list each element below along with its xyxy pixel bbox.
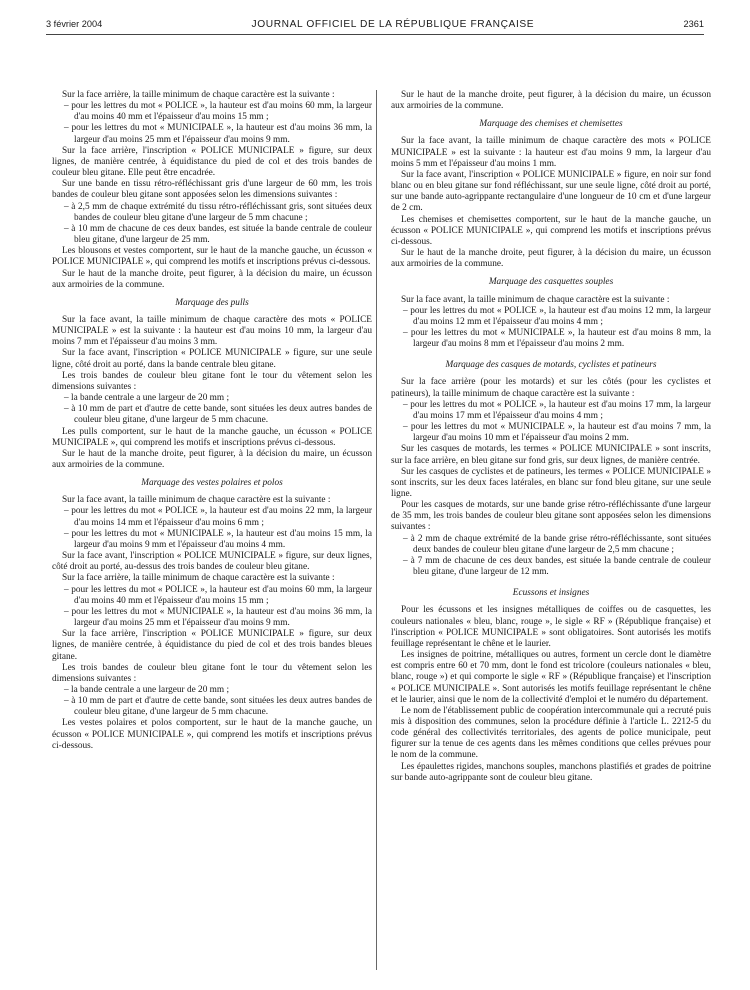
section-heading: Ecussons et insignes bbox=[512, 588, 590, 599]
left-column bbox=[52, 90, 372, 752]
column-divider bbox=[376, 90, 377, 970]
list-item: – pour les lettres du mot « POLICE », la hauteur est d'au moins 12 mm, la largeur d'au moins 12 mm et l'épaisseur d'au moins 4 mm ; bbox=[403, 306, 711, 328]
paragraph: Le nom de l'établissement public de coopération intercommunale qui a recruté puis mis à disposition des communes, selon la procédure définie à l'article L. 2212-5 du code général des collectivités territoriales, des agents de police municipale, peut figurer sur la tenue de ces agents dans les mêmes conditions que celles prévues pour le nom de la commune. bbox=[391, 705, 711, 761]
bullet-list bbox=[52, 101, 372, 146]
list-item: – pour les lettres du mot « MUNICIPALE », la hauteur est d'au moins 36 mm, la largeur d'au moins 25 mm et l'épaisseur d'au moins 9 mm. bbox=[64, 607, 372, 629]
list-item: – à 10 mm de part et d'autre de cette bande, sont situées les deux autres bandes de couleur bleu gitane, d'une largeur de 5 mm chacune. bbox=[64, 696, 372, 718]
list-item: – pour les lettres du mot « MUNICIPALE », la hauteur est d'au moins 36 mm, la largeur d'au moins 25 mm et l'épaisseur d'au moins 9 mm. bbox=[64, 123, 372, 145]
bullet-list bbox=[52, 202, 372, 247]
list-item: – à 2 mm de chaque extrémité de la bande grise rétro-réfléchissante, sont situées deux bandes de couleur bleu gitane d'une largeur de 2,5 mm chacune ; bbox=[403, 534, 711, 556]
paragraph: Les insignes de poitrine, métalliques ou autres, forment un cercle dont le diamètre est compris entre 60 et 70 mm, dont le fond est tricolore (couleurs nationales « bleu, blanc, rouge ») et qui comporte le sigle « RF » (République française) et l'inscription « POLICE MUNICIPALE ». Sont autorisés les motifs feuillage représentant le chêne et le laurier, ainsi que le nom de la collectivité d'emploi et le numéro du département. bbox=[391, 650, 711, 705]
list-item: – pour les lettres du mot « POLICE », la hauteur est d'au moins 22 mm, la largeur d'au moins 14 mm et l'épaisseur d'au moins 6 mm ; bbox=[64, 506, 372, 528]
section-heading: Marquage des vestes polaires et polos bbox=[141, 478, 283, 489]
paragraph: Sur la face arrière (pour les motards) et sur les côtés (pour les cyclistes et patineurs), la taille minimum de chaque caractère est la suivante : bbox=[391, 377, 711, 399]
list-item: – à 2,5 mm de chaque extrémité du tissu rétro-réfléchissant gris, sont situées deux bandes de couleur bleu gitane d'une largeur de 5 mm chacune ; bbox=[64, 202, 372, 224]
paragraph: Sur les casques de cyclistes et de patineurs, les termes « POLICE MUNICIPALE » sont inscrits, sur les deux faces latérales, en blanc sur fond bleu gitane, sur une seule ligne. bbox=[391, 466, 711, 499]
paragraph: Pour les écussons et les insignes métalliques de coiffes ou de casquettes, les couleurs nationales « bleu, blanc, rouge », le sigle « RF » (République française) et l'inscription « POLICE MUNICIPALE » sont obligatoires. Sont autorisés les motifs feuillage représentant le chêne et le laurier. bbox=[391, 605, 711, 649]
bullet-list bbox=[391, 400, 711, 445]
bullet-list bbox=[52, 685, 372, 718]
paragraph: Pour les casques de motards, sur une bande grise rétro-réfléchissante d'une largeur de 35 mm, les trois bandes de couleur bleu gitane sont apposées selon les dimensions suivantes : bbox=[391, 500, 711, 533]
section-heading: Marquage des casquettes souples bbox=[488, 277, 614, 288]
issue-date: 3 février 2004 bbox=[46, 19, 103, 29]
list-item: – la bande centrale a une largeur de 20 mm ; bbox=[64, 685, 372, 696]
bullet-list bbox=[391, 534, 711, 579]
paragraph: Sur le haut de la manche droite, peut figurer, à la décision du maire, un écusson aux armoiries de la commune. bbox=[391, 90, 711, 112]
paragraph: Sur la face arrière, la taille minimum de chaque caractère est la suivante : bbox=[62, 90, 335, 100]
page-number: 2361 bbox=[683, 19, 704, 29]
paragraph: Sur la face avant, l'inscription « POLICE MUNICIPALE » figure, en noir sur fond blanc ou en bleu gitane sur fond réfléchissant, sur une seule ligne, côté droit au porté, sur une bande auto-agrippante rectangulaire d'une longueur de 10 cm et d'une largeur de 2 cm. bbox=[391, 169, 711, 214]
paragraph: Les épaulettes rigides, manchons souples, manchons plastifiés et grades de poitrine sur bande auto-agrippante sont de couleur bleu gitane. bbox=[391, 761, 711, 783]
paragraph: Sur la face avant, la taille minimum de chaque caractère est la suivante : bbox=[62, 495, 331, 506]
paragraph: Sur la face avant, la taille minimum de chaque caractère est la suivante : bbox=[401, 294, 670, 305]
list-item: – à 10 mm de part et d'autre de cette bande, sont situées les deux autres bandes de couleur bleu gitane, d'une largeur de 5 mm chacune. bbox=[64, 404, 372, 426]
paragraph: Les vestes polaires et polos comportent, sur le haut de la manche gauche, un écusson « POLICE MUNICIPALE », qui comprend les motifs et inscriptions prévus ci-dessous. bbox=[52, 718, 372, 751]
list-item: – pour les lettres du mot « POLICE », la hauteur est d'au moins 60 mm, la largeur d'au moins 40 mm et l'épaisseur d'au moins 15 mm ; bbox=[64, 585, 372, 607]
paragraph: Les trois bandes de couleur bleu gitane font le tour du vêtement selon les dimensions suivantes : bbox=[52, 370, 372, 392]
paragraph: Sur la face arrière, la taille minimum de chaque caractère est la suivante : bbox=[62, 573, 335, 584]
paragraph: Sur la face avant, la taille minimum de chaque caractère des mots « POLICE MUNICIPALE » est la suivante : la hauteur est d'au moins 10 mm, la largeur d'au moins 7 mm et l'épaisseur d'au moins 3 mm. bbox=[52, 314, 372, 348]
paragraph: Les pulls comportent, sur le haut de la manche gauche, un écusson « POLICE MUNICIPALE », qui comprend les motifs et inscriptions prévus ci-dessous. bbox=[52, 426, 372, 448]
list-item: – à 10 mm de chacune de ces deux bandes, est située la bande centrale de couleur bleu gitane, d'une largeur de 25 mm. bbox=[64, 224, 372, 246]
right-column bbox=[391, 90, 711, 784]
journal-title: JOURNAL OFFICIEL DE LA RÉPUBLIQUE FRANÇAISE bbox=[251, 18, 535, 30]
list-item: – la bande centrale a une largeur de 20 mm ; bbox=[64, 393, 372, 404]
paragraph: Sur le haut de la manche droite, peut figurer, à la décision du maire, un écusson aux armoiries de la commune. bbox=[52, 268, 372, 290]
paragraph: Sur le haut de la manche droite, peut figurer, à la décision du maire, un écusson aux armoiries de la commune. bbox=[52, 448, 372, 470]
list-item: – pour les lettres du mot « MUNICIPALE », la hauteur est d'au moins 8 mm, la largeur d'au moins 8 mm et l'épaisseur d'au moins 2 mm. bbox=[403, 328, 711, 350]
bullet-list bbox=[52, 585, 372, 630]
list-item: – pour les lettres du mot « POLICE », la hauteur est d'au moins 17 mm, la largeur d'au moins 17 mm et l'épaisseur d'au moins 4 mm ; bbox=[403, 400, 711, 422]
paragraph: Les blousons et vestes comportent, sur le haut de la manche gauche, un écusson « POLICE MUNICIPALE », qui comprend les motifs et inscriptions prévus ci-dessous. bbox=[52, 246, 372, 268]
section-heading: Marquage des casques de motards, cyclistes et patineurs bbox=[445, 360, 657, 371]
list-item: – pour les lettres du mot « POLICE », la hauteur est d'au moins 60 mm, la largeur d'au moins 40 mm et l'épaisseur d'au moins 15 mm ; bbox=[64, 101, 372, 123]
bullet-list bbox=[391, 306, 711, 351]
list-item: – pour les lettres du mot « MUNICIPALE », la hauteur est d'au moins 15 mm, la largeur d'au moins 9 mm et l'épaisseur d'au moins 4 mm. bbox=[64, 529, 372, 551]
section-heading: Marquage des pulls bbox=[175, 297, 249, 308]
paragraph: Les chemises et chemisettes comportent, sur le haut de la manche gauche, un écusson « POLICE MUNICIPALE », qui comprend les motifs et inscriptions prévus ci-dessous. bbox=[391, 214, 711, 247]
paragraph: Sur la face avant, la taille minimum de chaque caractère des mots « POLICE MUNICIPALE » est la suivante : la hauteur est d'au moins 9 mm, la largeur d'au moins 5 mm et l'épaisseur d'au moins 1 mm. bbox=[391, 136, 711, 169]
section-heading: Marquage des chemises et chemisettes bbox=[479, 119, 623, 130]
bullet-list bbox=[52, 506, 372, 551]
list-item: – à 7 mm de chacune de ces deux bandes, est située la bande centrale de couleur bleu gitane, d'une largeur de 12 mm. bbox=[403, 556, 711, 578]
paragraph: Sur les casques de motards, les termes « POLICE MUNICIPALE » sont inscrits, sur la face arrière, en bleu gitane sur fond gris, sur deux lignes, de manière centrée. bbox=[391, 444, 711, 466]
paragraph: Les trois bandes de couleur bleu gitane font le tour du vêtement selon les dimensions suivantes : bbox=[52, 662, 372, 684]
paragraph: Sur la face arrière, l'inscription « POLICE MUNICIPALE » figure, sur deux lignes, de manière centrée, à équidistance du pied de col et des trois bandes bleues gitane. bbox=[52, 629, 372, 662]
paragraph: Sur une bande en tissu rétro-réfléchissant gris d'une largeur de 60 mm, les trois bandes de couleur bleu gitane sont apposées selon les dimensions suivantes : bbox=[52, 179, 372, 201]
bullet-list bbox=[52, 393, 372, 426]
paragraph: Sur la face avant, l'inscription « POLICE MUNICIPALE » figure, sur deux lignes, côté droit au porté, au-dessus des trois bandes de couleur bleu gitane. bbox=[52, 551, 372, 573]
paragraph: Sur la face arrière, l'inscription « POLICE MUNICIPALE » figure, sur deux lignes, de manière centrée, à équidistance du pied de col et des trois bandes de couleur bleu gitane. Elle peut être encadrée. bbox=[52, 145, 372, 179]
page-header bbox=[46, 14, 704, 35]
list-item: – pour les lettres du mot « MUNICIPALE », la hauteur est d'au moins 7 mm, la largeur d'au moins 10 mm et l'épaisseur d'au moins 2 mm. bbox=[403, 422, 711, 444]
paragraph: Sur la face avant, l'inscription « POLICE MUNICIPALE » figure, sur une seule ligne, côté droit au porté, dans la bande centrale bleu gitane. bbox=[52, 348, 372, 370]
paragraph: Sur le haut de la manche droite, peut figurer, à la décision du maire, un écusson aux armoiries de la commune. bbox=[391, 248, 711, 270]
